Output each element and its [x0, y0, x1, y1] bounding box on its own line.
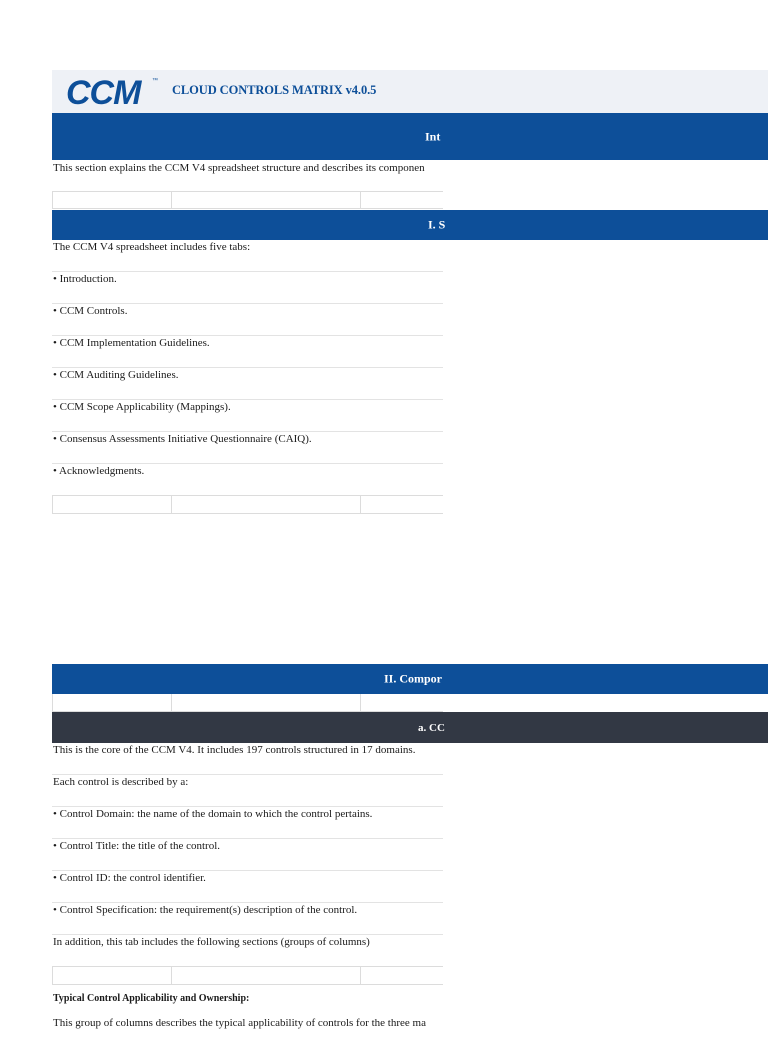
list-item: This group of columns describes the typical applicability of controls for the three ma	[53, 1017, 426, 1029]
section-2-banner	[52, 664, 768, 694]
section-2-banner-label: II. Compor	[384, 671, 443, 686]
list-item: • Control ID: the control identifier.	[52, 871, 443, 903]
list-item: • CCM Scope Applicability (Mappings).	[52, 400, 443, 432]
intro-banner-label: Int	[425, 129, 441, 143]
list-item: • CCM Implementation Guidelines.	[52, 336, 443, 368]
grid-spacer-row	[52, 694, 443, 712]
section-1-pane	[52, 240, 443, 514]
intro-pane	[52, 160, 443, 209]
list-item: In addition, this tab includes the following sections (groups of columns)	[53, 936, 370, 948]
list-item: This is the core of the CCM V4. It includes 197 controls structured in 17 domains.	[52, 743, 443, 775]
document-title: CLOUD CONTROLS MATRIX v4.0.5	[172, 83, 377, 97]
subsection-heading: Typical Control Applicability and Ownership:	[53, 993, 250, 1004]
list-item: • CCM Controls.	[52, 304, 443, 336]
section-1-banner-label: I. S	[428, 217, 446, 232]
section-2-spacer	[52, 694, 443, 712]
intro-banner	[52, 113, 768, 160]
list-item: The CCM V4 spreadsheet includes five tabs:	[52, 240, 443, 272]
list-item: • Control Specification: the requirement(s) description of the control.	[52, 903, 443, 935]
controls-sub-banner	[52, 712, 768, 743]
list-item: • Introduction.	[52, 272, 443, 304]
grid-spacer-row	[52, 966, 443, 985]
document-header	[52, 70, 768, 113]
list-item: • Control Domain: the name of the domain to which the control pertains.	[52, 807, 443, 839]
section-1-banner	[52, 210, 768, 240]
controls-sub-banner-label: a. CC	[418, 721, 445, 734]
grid-spacer-row	[52, 495, 443, 514]
intro-text-row	[52, 160, 443, 191]
section-2-pane	[52, 743, 443, 1041]
list-item: • Control Title: the title of the control.	[52, 839, 443, 871]
grid-spacer-row	[52, 191, 443, 209]
list-item: • Acknowledgments.	[53, 465, 145, 477]
intro-text: This section explains the CCM V4 spreadsheet structure and describes its componen	[53, 162, 425, 174]
list-item: • CCM Auditing Guidelines.	[52, 368, 443, 400]
list-item: • Consensus Assessments Initiative Questionnaire (CAIQ).	[52, 432, 443, 464]
list-item: Each control is described by a:	[52, 775, 443, 807]
ccm-logo: CCM ™	[66, 74, 158, 112]
